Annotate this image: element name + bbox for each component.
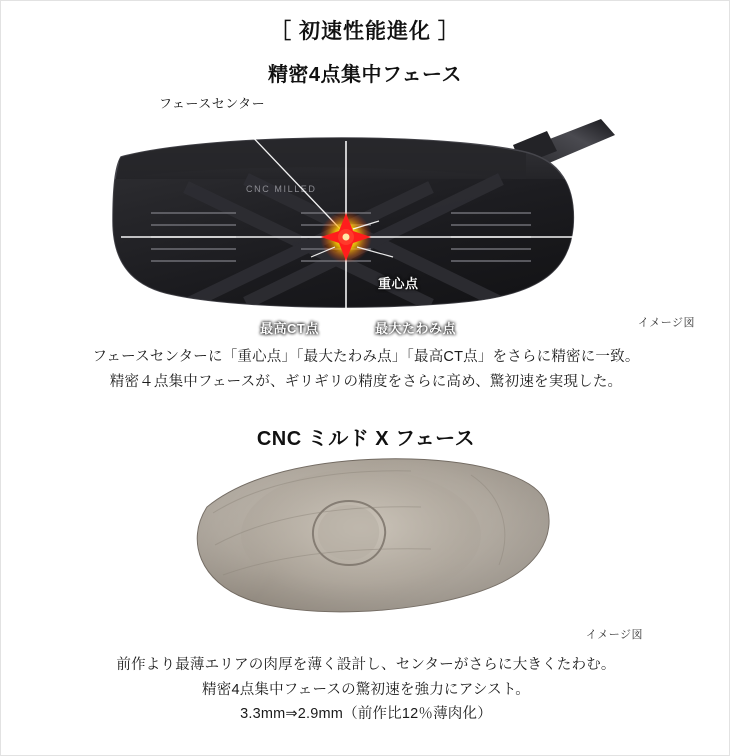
face-plate-svg	[1, 449, 730, 629]
club-head-svg	[1, 117, 730, 331]
label-max-deflection-point: 最大たわみ点	[375, 321, 457, 336]
club-head-illustration	[1, 117, 730, 331]
copy-line: フェースセンターに「重心点」「最大たわみ点」「最高CT点」をさらに精密に一致。	[92, 349, 640, 365]
face-plate-figure	[1, 449, 730, 629]
copy-line: 前作より最薄エリアの肉厚を薄く設計し、センターがさらに大きくたわむ。	[116, 657, 616, 673]
subtitle-cnc-milled-x-face: CNC ミルド X フェース	[256, 428, 476, 450]
copy-block-cnc-face	[1, 653, 730, 727]
label-max-ct-point: 最高CT点	[260, 321, 319, 336]
page-title: ［ 初速性能進化 ］	[270, 20, 460, 43]
image-note-club: イメージ図	[637, 317, 695, 329]
copy-line: 精密４点集中フェースが、ギリギリの精度をさらに高め、驚初速を実現した。	[109, 373, 623, 390]
copy-block-precision-face	[1, 345, 730, 394]
club-head-figure	[1, 93, 730, 336]
subtitle-precision-face: 精密4点集中フェース	[267, 64, 463, 86]
copy-line: 精密4点集中フェースの驚初速を強力にアシスト。	[202, 681, 530, 698]
image-note-face-plate: イメージ図	[585, 629, 643, 641]
callout-face-center-label: フェースセンター	[159, 96, 266, 111]
copy-line-thickness: 3.3mm⇒2.9mm（前作比12％薄肉化）	[240, 706, 492, 723]
cnc-milled-stamp: CNC MILLED	[246, 184, 317, 194]
label-center-of-gravity: 重心点	[378, 276, 419, 291]
